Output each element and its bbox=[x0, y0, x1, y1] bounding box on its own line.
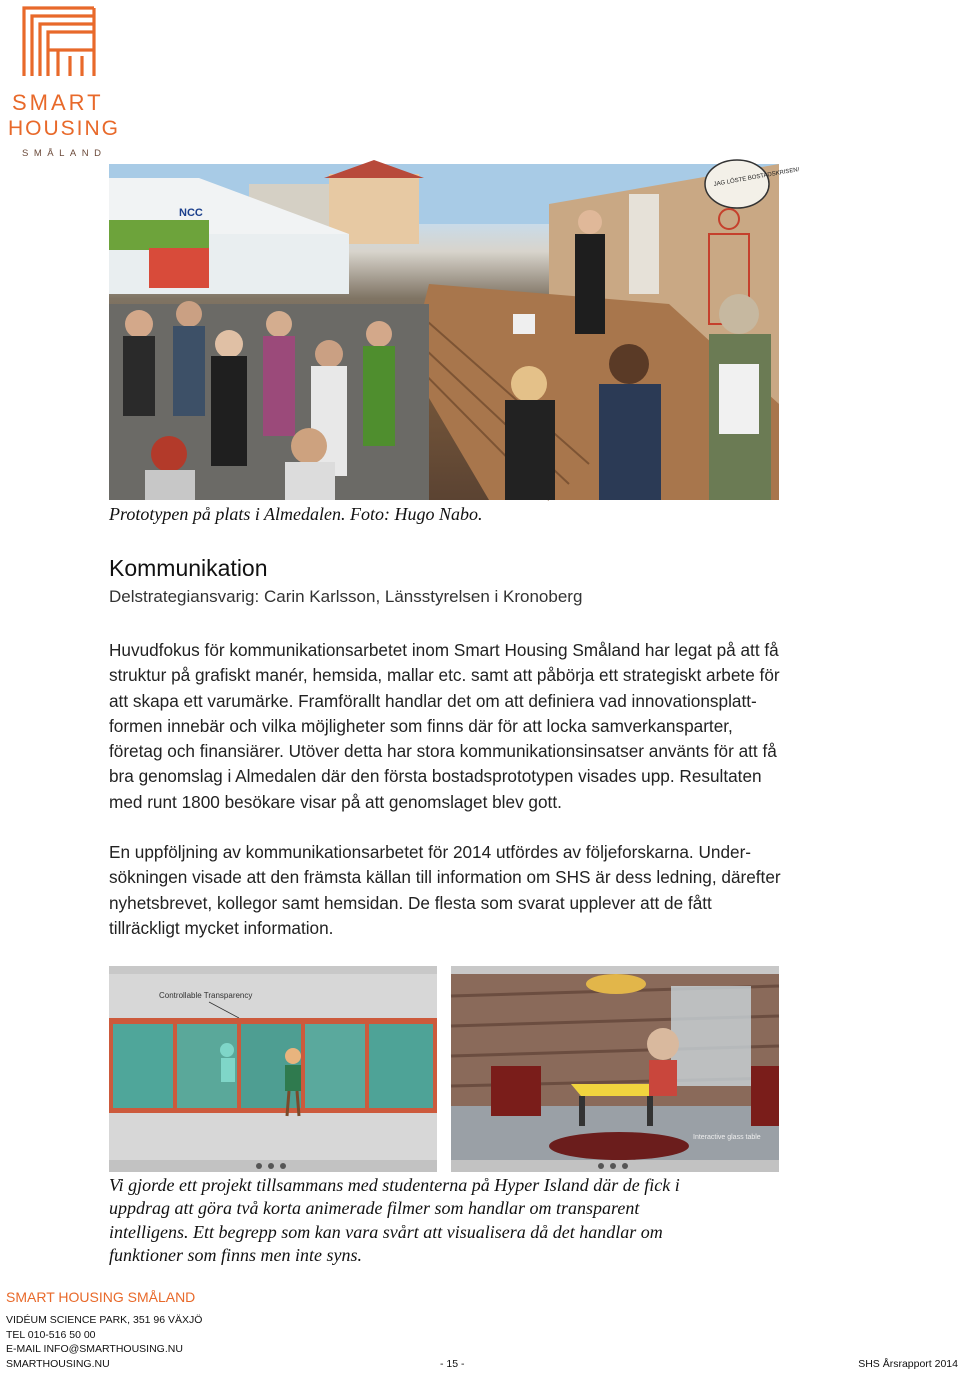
tent-ncc-text: NCC bbox=[179, 207, 203, 219]
caption-line: funktioner som finns men inte syns. bbox=[109, 1244, 362, 1265]
paragraph-2 bbox=[109, 840, 789, 941]
paragraph-line: sökningen visade att den främsta källan till information om SHS är dess ledning, därefter bbox=[109, 867, 781, 888]
footer-address: VIDÉUM SCIENCE PARK, 351 96 VÄXJÖ bbox=[6, 1314, 203, 1326]
video-still-2 bbox=[451, 966, 779, 1172]
paragraph-line: En uppföljning av kommunikationsarbetet för 2014 utfördes av följeforskarna. Under- bbox=[109, 842, 752, 862]
paragraph-line: Huvudfokus för kommunikationsarbetet inom Smart Housing Småland har legat på att få bbox=[109, 640, 779, 660]
caption-line: intelligens. Ett begrepp som kan vara svårt att visualisera då det handlar om bbox=[109, 1221, 663, 1242]
video-label-2: Interactive glass table bbox=[693, 1134, 761, 1141]
report-title: SHS Årsrapport 2014 bbox=[858, 1358, 958, 1370]
paragraph-line: struktur på grafiskt manér, hemsida, mallar etc. samt att påbörja ett strategiskt arbete för bbox=[109, 665, 780, 686]
section-subtitle: Delstrategiansvarig: Carin Karlsson, Länsstyrelsen i Kronoberg bbox=[109, 587, 583, 606]
paragraph-line: bra genomslag i Almedalen där den första bostadsprototypen visades upp. Resultaten bbox=[109, 766, 762, 787]
paragraph-line: med runt 1800 besökare visar på att genomslaget blev gott. bbox=[109, 791, 562, 812]
footer-tel: TEL 010-516 50 00 bbox=[6, 1329, 96, 1341]
video-frame-interactive-glass-table bbox=[451, 966, 779, 1172]
page-number: - 15 - bbox=[440, 1358, 465, 1370]
sign-text: JAG LÖSTE BOSTADSKRISEN! bbox=[713, 166, 800, 188]
paragraph-line: företag och finansiärer. Utöver detta har stora kommunikationsinsatser använts för att få bbox=[109, 741, 777, 762]
caption-line: uppdrag att göra två korta animerade filmer som handlar om transparent bbox=[109, 1198, 640, 1219]
paragraph-line: formen innebär och vilka möjligheter som finns där för att locka samverkansparter, bbox=[109, 715, 733, 736]
footer-brand: SMART HOUSING SMÅLAND bbox=[6, 1289, 196, 1305]
paragraph-line: att skapa ett varumärke. Framförallt handlar det om att definiera vad innovationsplatt- bbox=[109, 690, 757, 711]
logo-smaland: SMÅLAND bbox=[22, 148, 107, 159]
video-still-1 bbox=[109, 966, 437, 1172]
caption-line: Vi gjorde ett projekt tillsammans med studenterna på Hyper Island där de fick i bbox=[109, 1175, 680, 1195]
footer-web: SMARTHOUSING.NU bbox=[6, 1358, 110, 1370]
logo-mark-icon bbox=[8, 4, 113, 84]
video-caption bbox=[109, 1174, 789, 1267]
logo-housing: HOUSING bbox=[8, 117, 121, 140]
smart-housing-logo bbox=[8, 4, 121, 162]
video-label-1: Controllable Transparency bbox=[159, 991, 253, 1000]
photo-caption: Prototypen på plats i Almedalen. Foto: Hugo Nabo. bbox=[109, 504, 483, 524]
almedalen-photo bbox=[109, 164, 800, 500]
section-title: Kommunikation bbox=[109, 555, 268, 581]
paragraph-line: tillräckligt mycket information. bbox=[109, 917, 334, 938]
video-frame-controllable-transparency bbox=[109, 966, 437, 1172]
photo-illustration bbox=[109, 164, 800, 500]
logo-smart: SMART bbox=[12, 90, 104, 115]
paragraph-1 bbox=[109, 638, 789, 815]
footer-email: E-MAIL INFO@SMARTHOUSING.NU bbox=[6, 1343, 183, 1355]
paragraph-line: nyhetsbrevet, kollegor samt hemsidan. De flesta som svarat upplever att de fått bbox=[109, 892, 712, 913]
